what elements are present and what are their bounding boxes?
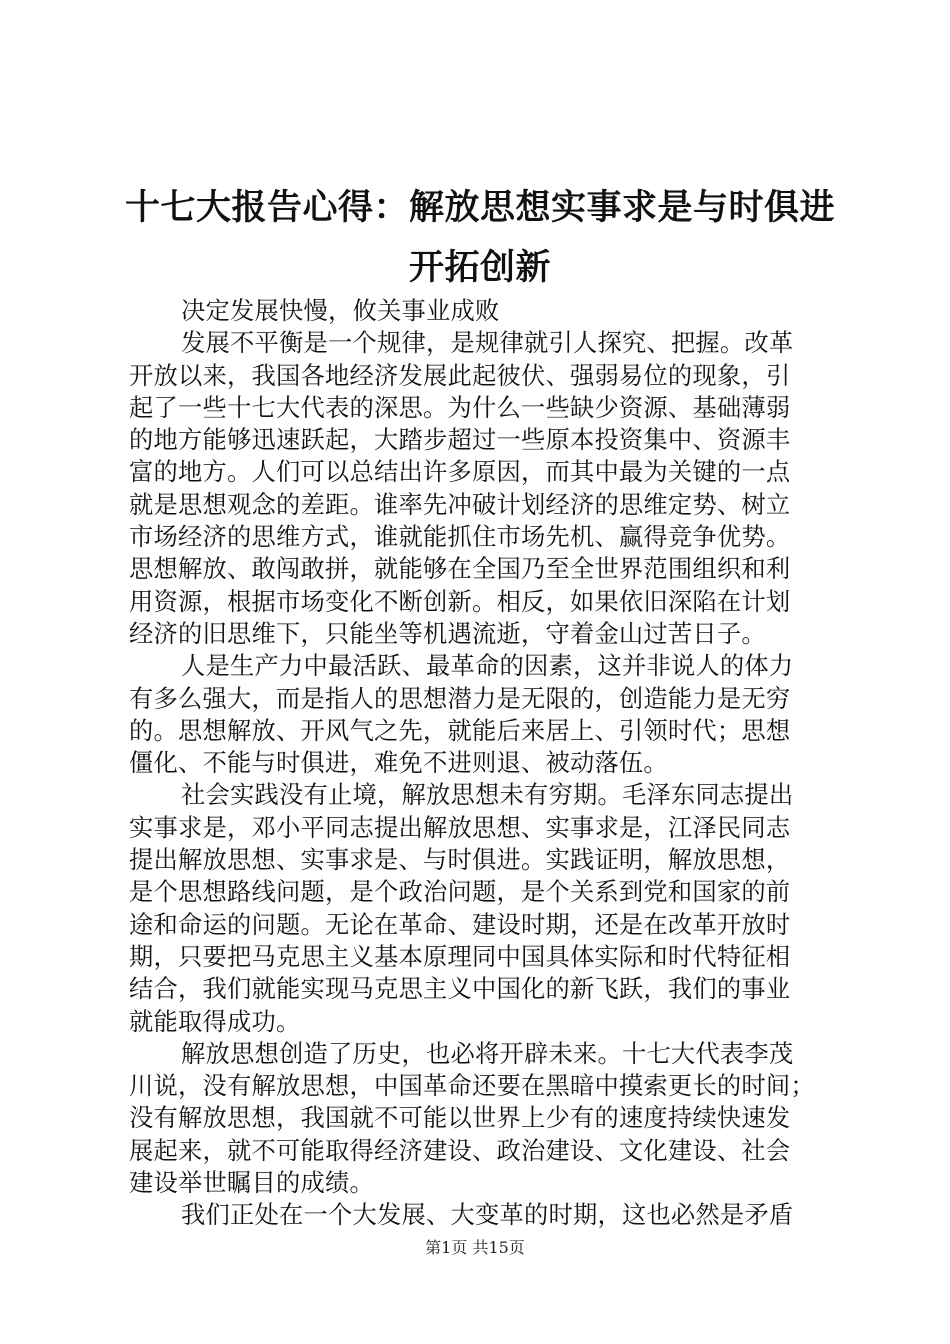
paragraph-line: 决定发展快慢，攸关事业成败 [181, 296, 500, 325]
paragraph-line: 开放以来，我国各地经济发展此起彼伏、强弱易位的现象，引 [129, 360, 791, 390]
paragraph-line: 人是生产力中最活跃、最革命的因素，这并非说人的体力 [181, 651, 794, 681]
paragraph-line: 没有解放思想，我国就不可能以世界上少有的速度持续快速发 [129, 1103, 791, 1133]
paragraph-line: 实事求是，邓小平同志提出解放思想、实事求是，江泽民同志 [129, 812, 791, 842]
paragraph-line: 市场经济的思维方式，谁就能抓住市场先机、赢得竞争优势。 [129, 522, 791, 552]
paragraph-line: 解放思想创造了历史，也必将开辟未来。十七大代表李茂 [181, 1038, 794, 1068]
paragraph-line: 途和命运的问题。无论在革命、建设时期，还是在改革开放时 [129, 909, 791, 939]
paragraph-line: 思想解放、敢闯敢拼，就能够在全国乃至全世界范围组织和利 [129, 554, 791, 584]
paragraph-line: 展起来，就不可能取得经济建设、政治建设、文化建设、社会 [129, 1135, 791, 1165]
paragraph-line: 提出解放思想、实事求是、与时俱进。实践证明，解放思想， [129, 845, 791, 875]
paragraph-line: 结合，我们就能实现马克思主义中国化的新飞跃，我们的事业 [129, 974, 791, 1004]
paragraph-line: 期，只要把马克思主义基本原理同中国具体实际和时代特征相 [129, 941, 791, 971]
title-line-1: 十七大报告心得：解放思想实事求是与时俱进 [124, 188, 835, 228]
paragraph-line: 起了一些十七大代表的深思。为什么一些缺少资源、基础薄弱 [129, 392, 791, 422]
paragraph-line: 有多么强大，而是指人的思想潜力是无限的，创造能力是无穷 [129, 683, 791, 713]
document-body [129, 295, 831, 1232]
paragraph-line: 富的地方。人们可以总结出许多原因，而其中最为关键的一点 [129, 457, 791, 487]
paragraph-line: 的。思想解放、开风气之先，就能后来居上、引领时代；思想 [129, 715, 791, 745]
paragraph-line: 的地方能够迅速跃起，大踏步超过一些原本投资集中、资源丰 [129, 425, 791, 455]
paragraph-line: 我们正处在一个大发展、大变革的时期，这也必然是矛盾 [181, 1200, 794, 1230]
paragraph-line: 川说，没有解放思想，中国革命还要在黑暗中摸索更长的时间； [129, 1071, 815, 1101]
paragraph-line: 用资源，根据市场变化不断创新。相反，如果依旧深陷在计划 [129, 586, 791, 616]
document-title [120, 178, 840, 298]
paragraph-line: 就是思想观念的差距。谁率先冲破计划经济的思维定势、树立 [129, 489, 791, 519]
paragraph-line: 是个思想路线问题，是个政治问题，是个关系到党和国家的前 [129, 877, 791, 907]
paragraph-line: 建设举世瞩目的成绩。 [129, 1168, 374, 1198]
paragraph-line: 社会实践没有止境，解放思想未有穷期。毛泽东同志提出 [181, 780, 794, 810]
paragraph-line: 发展不平衡是一个规律，是规律就引人探究、把握。改革 [181, 328, 794, 358]
page-footer: 第1页 共15页 [425, 1238, 525, 1257]
title-line-2: 开拓创新 [408, 248, 551, 288]
paragraph-line: 就能取得成功。 [129, 1006, 301, 1036]
paragraph-line: 经济的旧思维下，只能坐等机遇流逝，守着金山过苦日子。 [129, 618, 766, 648]
paragraph-line: 僵化、不能与时俱进，难免不进则退、被动落伍。 [129, 748, 668, 778]
